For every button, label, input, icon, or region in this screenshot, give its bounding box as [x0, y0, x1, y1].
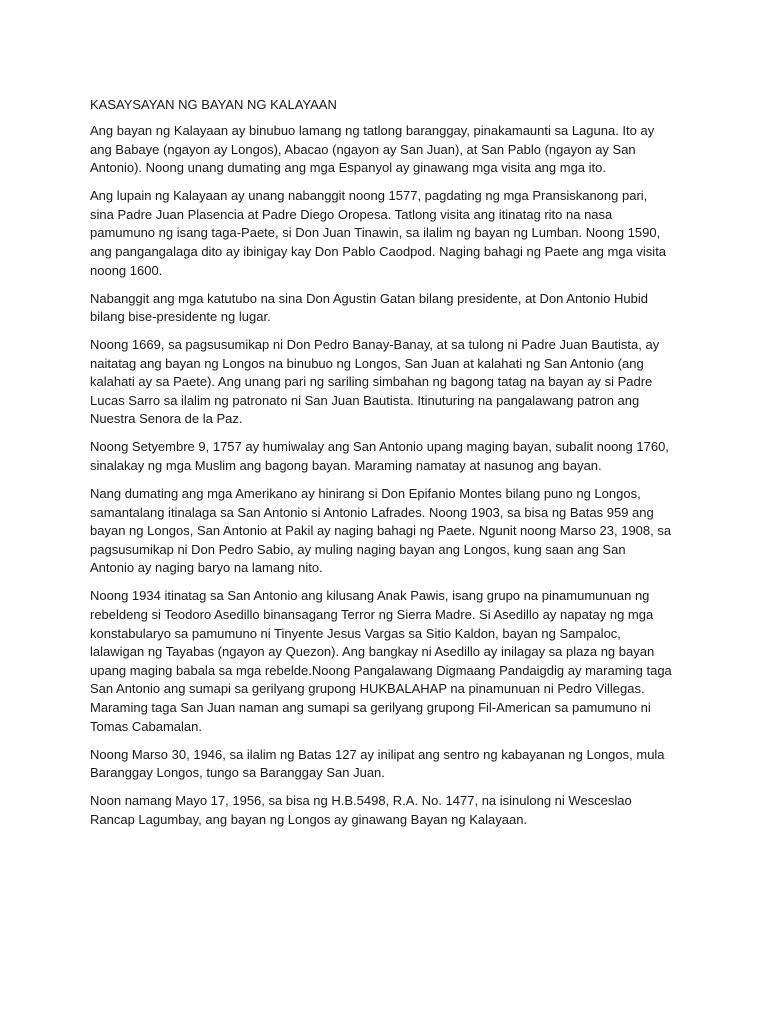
paragraph-7: Noong 1934 itinatag sa San Antonio ang kilusang Anak Pawis, isang grupo na pinamumunuan ng rebeldeng si Teodoro Asedillo binansagang Terror ng Sierra Madre. Si Asedillo ay napatay ng mga konstabularyo sa pamumuno ni Tinyente Jesus Vargas sa Sitio Kaldon, bayan ng Sampaloc, lalawigan ng Tayabas (ngayon ay Quezon). Ang bangkay ni Asedillo ay inilagay sa plaza ng bayan upang maging babala sa mga rebelde.Noong Pangalawang Digmaang Pandaigdig ay maraming taga San Antonio ang sumapi sa gerilyang grupong HUKBALAHAP na pinamunuan ni Pedro Villegas. Maraming taga San Juan naman ang sumapi sa gerilyang grupong Fil-American sa pamumuno ni Tomas Cabamalan.: [90, 588, 672, 734]
paragraph-9: Noon namang Mayo 17, 1956, sa bisa ng H.B.5498, R.A. No. 1477, na isinulong ni Wesceslao Rancap Lagumbay, ang bayan ng Longos ay ginawang Bayan ng Kalayaan.: [90, 793, 632, 827]
document-title: KASAYSAYAN NG BAYAN NG KALAYAAN: [90, 97, 337, 112]
paragraph-1: Ang bayan ng Kalayaan ay binubuo lamang ng tatlong baranggay, pinakamaunti sa Laguna. Ito ay ang Babaye (ngayon ay Longos), Abacao (ngayon ay San Juan), at San Pablo (ngayon ay San Antonio). Noong unang dumating ang mga Espanyol ay ginawang mga visita ang mga ito.: [90, 123, 655, 176]
paragraph-5: Noong Setyembre 9, 1757 ay humiwalay ang San Antonio upang maging bayan, subalit noong 1760, sinalakay ng mga Muslim ang bagong bayan. Maraming namatay at nasunog ang bayan.: [90, 439, 669, 474]
paragraph-4: Noong 1669, sa pagsusumikap ni Don Pedro Banay-Banay, at sa tulong ni Padre Juan Bautista, ay naitatag ang bayan ng Longos na binubuo ng Longos, San Juan at kalahati ng San Antonio (ang kalahati ay sa Paete). Ang unang pari ng sariling simbahan ng bagong tatag na bayan ay si Padre Lucas Sarro sa ilalim ng patronato ni San Juan Bautista. Itinuturing na pangalawang patron ang Nuestra Senora de la Paz.: [90, 337, 660, 427]
paragraph-6: Nang dumating ang mga Amerikano ay hinirang si Don Epifanio Montes bilang puno ng Longos, samantalang itinalaga sa San Antonio si Antonio Lafrades. Noong 1903, sa bisa ng Batas 959 ang bayan ng Longos, San Antonio at Pakil ay naging bahagi ng Paete. Ngunit noong Marso 23, 1908, sa pagsusumikap ni Don Pedro Sabio, ay muling naging bayan ang Longos, kung saan ang San Antonio ay naging baryo na lamang nito.: [90, 486, 672, 576]
paragraph-8: Noong Marso 30, 1946, sa ilalim ng Batas 127 ay inilipat ang sentro ng kabayanan ng Longos, mula Baranggay Longos, tungo sa Baranggay San Juan.: [90, 746, 665, 781]
paragraph-3: Nabanggit ang mga katutubo na sina Don Agustin Gatan bilang presidente, at Don Antonio Hubid bilang bise-presidente ng lugar.: [90, 290, 648, 325]
paragraph-2: Ang lupain ng Kalayaan ay unang nabanggit noong 1577, pagdating ng mga Pransiskanong pari, sina Padre Juan Plasencia at Padre Diego Oropesa. Tatlong visita ang itinatag rito na nasa pamumuno ng isang taga-Paete, si Don Juan Tinawin, sa ilalim ng bayan ng Lumban. Noong 1590, ang pangangalaga dito ay ibinigay kay Don Pablo Caodpod. Naging bahagi ng Paete ang mga visita noong 1600.: [90, 188, 667, 278]
